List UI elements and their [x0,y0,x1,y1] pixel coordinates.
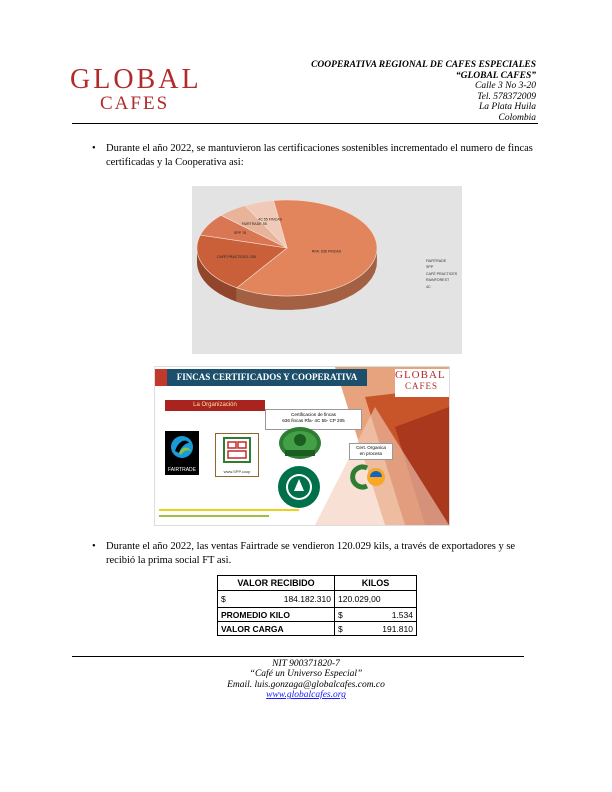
cert-line2: 636 fincas Rfa- 4C 55- CP 205 [282,418,345,423]
organic-certification-box [349,443,393,460]
legend-item: FAIRTRADE [426,259,447,263]
footer-nit: NIT 900371820-7 [272,659,340,669]
spp-icon [216,434,258,466]
pie-chart [192,186,462,354]
valor-carga-label: VALOR CARGA [218,622,335,636]
legend-item: RAINFOREST [426,278,450,283]
green-line [159,515,269,517]
organic-line2: en proceso [359,451,383,456]
legend-item: CAFÉ PRACTICES [426,271,458,276]
bullet: • [92,541,96,552]
pie-data-label: RFA: 636 FINCAS [311,249,342,254]
currency: $ [221,594,226,604]
promedio-kilo-label: PROMEDIO KILO [218,608,335,622]
org-name: COOPERATIVA REGIONAL DE CAFES ESPECIALES [311,60,536,70]
certifications-banner [154,366,450,526]
spp-label: www.SPP.coop [223,469,251,474]
fairtrade-label: FAIRTRADE [168,467,196,473]
footer-rule [72,656,524,657]
bullet: • [92,143,96,154]
fairtrade-logo [165,431,199,475]
table-row [218,622,417,636]
footer [0,659,612,701]
pie-legend [426,258,457,290]
banner-red-bar [155,369,167,386]
header-kilos: KILOS [335,576,417,591]
logo-word: GLOBAL [70,64,202,95]
value: 1.534 [391,609,413,620]
organization-label: La Organización [165,400,265,411]
pie-data-label: SPP 78 [233,230,246,235]
pie-chart-frame [192,186,462,354]
yellow-line [159,509,299,511]
global-cafes-logo [70,66,200,116]
kilos-cell: 120.029,00 [335,591,417,608]
address: Calle 3 No 3-20 [475,81,536,92]
pie-data-label: FAIRTRADE 55 [241,222,267,227]
rainforest-alliance-icon [277,425,323,461]
header-info [311,60,536,124]
4c-icon [349,462,389,492]
org-short: “GLOBAL CAFES” [455,70,536,81]
promedio-kilo-value [335,608,417,622]
legend-item: 4C [426,284,431,289]
table-row [218,608,417,622]
footer-email: Email. luis.gonzaga@globalcafes.com.co [227,679,385,690]
footer-slogan: “Café un Universo Especial” [249,669,363,680]
header-valor-recibido: VALOR RECIBIDO [218,576,335,591]
valor-recibido-cell [218,591,335,608]
paragraph-text: Durante el año 2022, las ventas Fairtrade se vendieron 120.029 kils, a través de exportadores y se recibió la prima social FT asi. [106,541,516,566]
phone: Tel. 578372009 [477,91,536,102]
country: Colombia [498,112,536,123]
pie-data-label: CAFÉ PRACTICES: 205 [216,254,256,259]
banner-logo [395,369,449,397]
table-header-row [218,576,417,591]
amount: 184.182.310 [283,594,331,604]
banner-logo-sub: CAFES [405,381,439,391]
currency: $ [338,609,343,620]
starbucks-icon [277,465,321,509]
valor-carga-value [335,622,417,636]
currency: $ [338,623,343,634]
legend-item: SPP [426,265,434,270]
paragraph-certifications [92,142,534,170]
spp-logo [215,433,259,477]
footer-website-link[interactable]: www.globalcafes.org [266,690,346,701]
organic-line1: Cert. Organica [356,445,386,450]
paragraph-fairtrade-sales [92,540,534,568]
fairtrade-icon [165,431,199,465]
pie-data-label: 4C 55 FINCAS [258,217,283,222]
table-row [218,591,417,608]
value: 191.810 [382,623,413,634]
header-rule [72,123,538,124]
fairtrade-value-table [217,575,417,636]
city: La Plata Huila [478,102,536,113]
banner-logo-word: GLOBAL [395,369,446,381]
paragraph-text: Durante el año 2022, se mantuvieron las certificaciones sostenibles incrementado el numero de fincas certificadas y la Cooperativa asi: [106,143,533,168]
logo-sub: CAFES [100,93,170,114]
banner-title: FINCAS CERTIFICADOS Y COOPERATIVA [167,369,367,386]
cert-line1: Certificacion de fincas [291,412,336,417]
